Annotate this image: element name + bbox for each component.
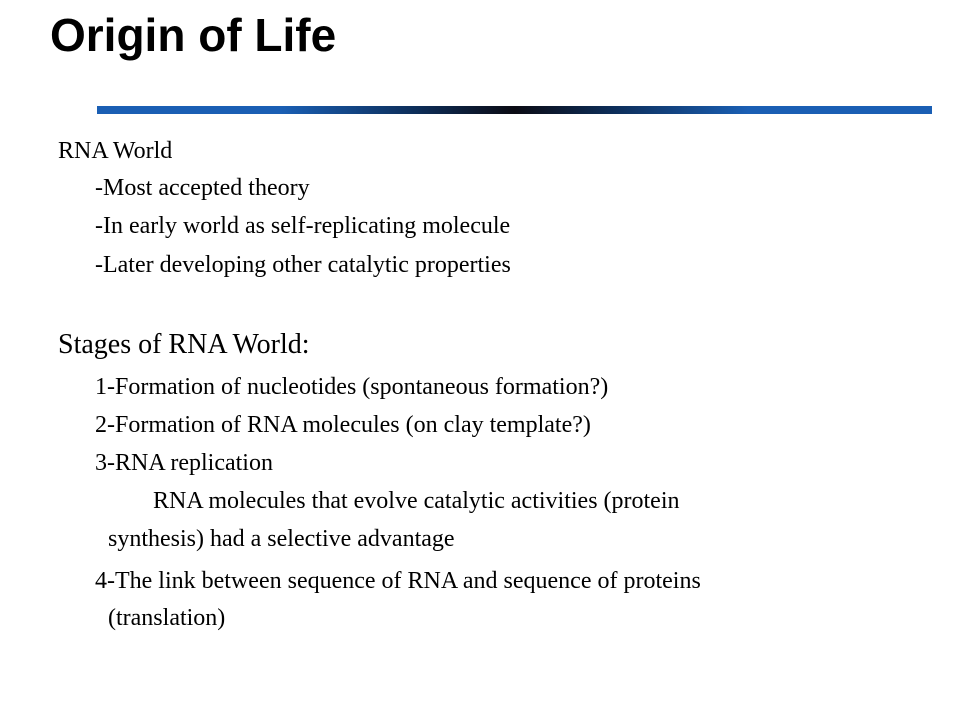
- stage-1: 1-Formation of nucleotides (spontaneous formation?): [95, 374, 609, 400]
- stages-heading: Stages of RNA World:: [58, 329, 310, 360]
- point-catalytic: -Later developing other catalytic properties: [95, 252, 511, 278]
- stage-3-detail-line1: RNA molecules that evolve catalytic activities (protein: [153, 488, 680, 514]
- rna-world-heading: RNA World: [58, 138, 173, 164]
- slide-title: Origin of Life: [50, 9, 337, 61]
- stage-4-line1: 4-The link between sequence of RNA and sequence of proteins: [95, 568, 701, 594]
- title-underline-rule: [97, 106, 932, 114]
- stage-2: 2-Formation of RNA molecules (on clay template?): [95, 412, 591, 438]
- stage-4-line2: (translation): [108, 605, 226, 631]
- point-self-replicating: -In early world as self-replicating molecule: [95, 213, 511, 239]
- stage-3-detail-line2: synthesis) had a selective advantage: [108, 526, 455, 552]
- point-most-accepted: -Most accepted theory: [95, 175, 310, 201]
- stage-3: 3-RNA replication: [95, 450, 273, 476]
